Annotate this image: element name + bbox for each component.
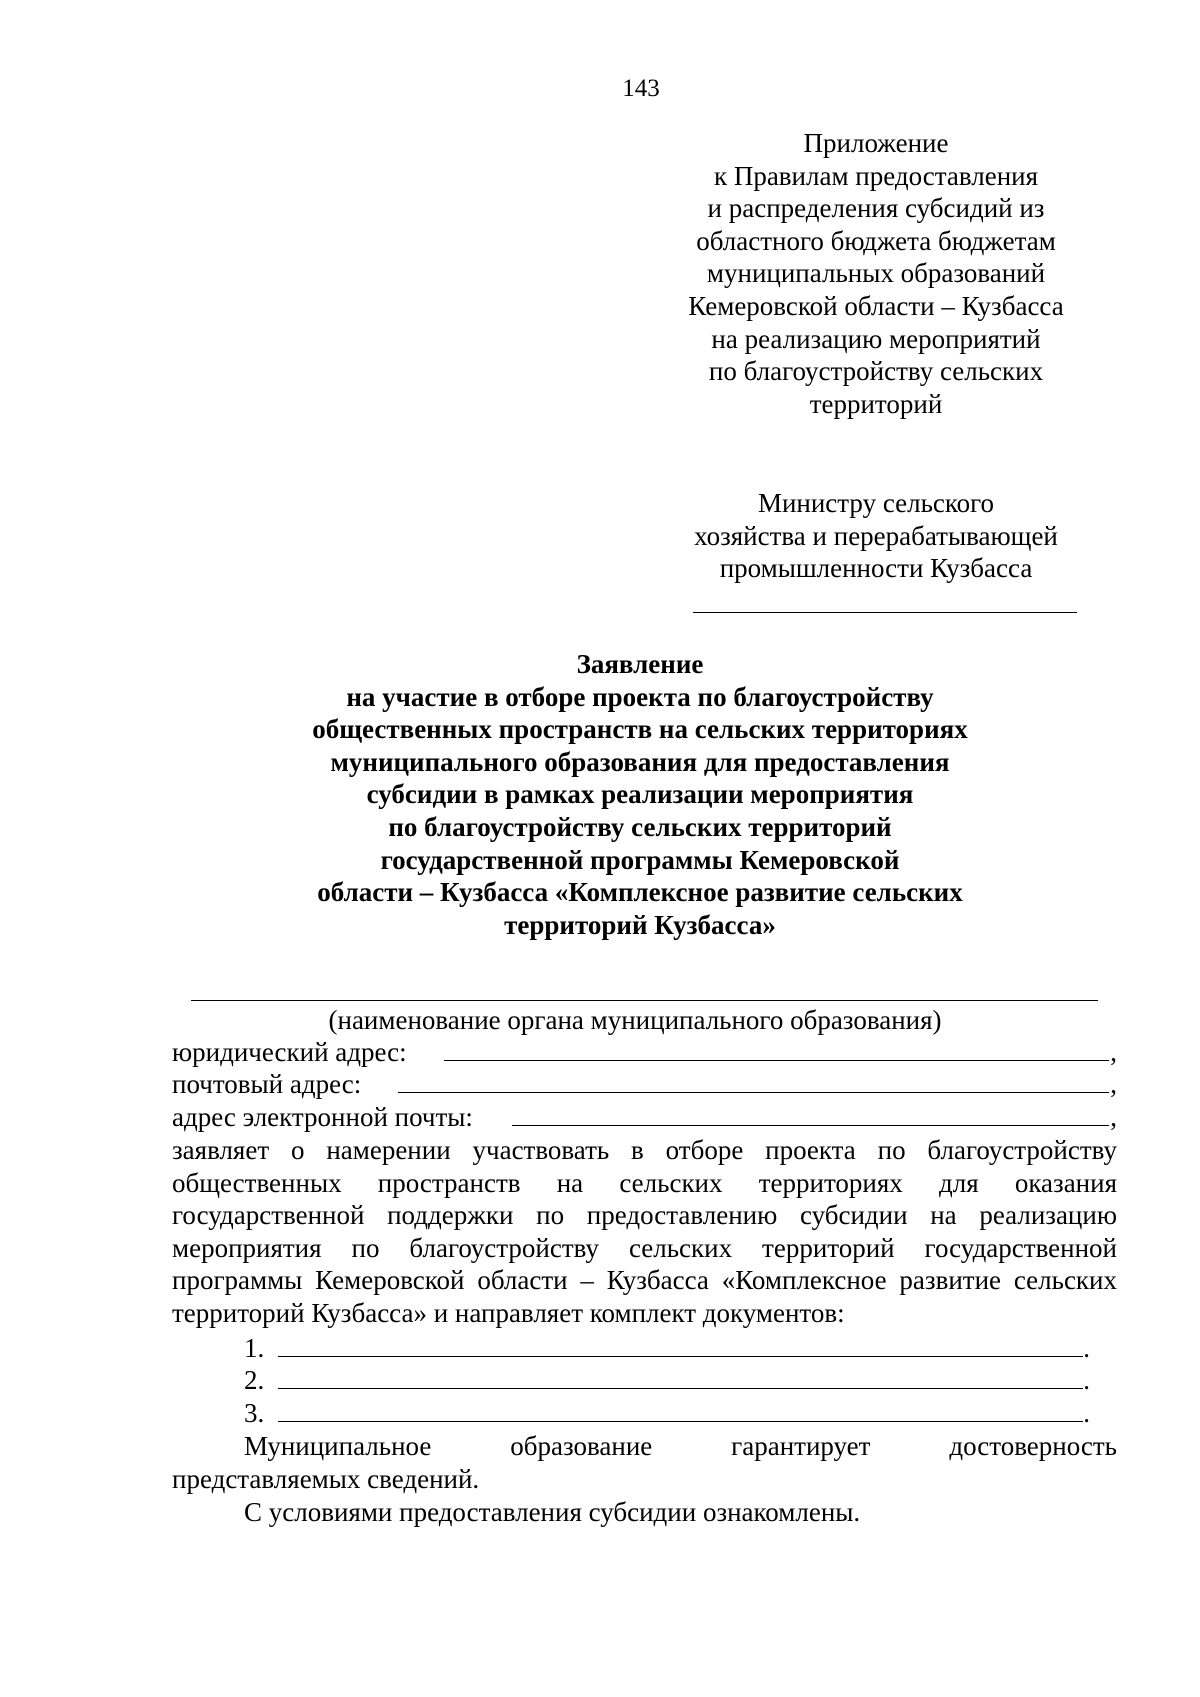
document-item-number: 2. <box>244 1365 265 1395</box>
postal-address-row <box>172 1068 1117 1100</box>
document-item-terminator: . <box>1083 1333 1090 1363</box>
org-name-line <box>191 1000 1098 1001</box>
title-line: на участие в отборе проекта по благоустройству <box>346 681 934 712</box>
email-address-blank <box>512 1101 1109 1126</box>
addressee-block <box>672 487 1080 585</box>
document-item <box>244 1397 1090 1429</box>
legal-address-label: юридический адрес: <box>172 1037 407 1067</box>
document-item-blank <box>278 1397 1083 1422</box>
statement-paragraph: заявляет о намерении участвовать в отборе проекта по благоустройству общественных пространств на сельских территориях для оказания государственной поддержки по предоставлению субсидии на реализацию мероприятия по благоустройству сельских территорий государственной программы Кемеровской области – Кузбасса «Комплексное развитие сельских территорий Кузбасса» и направляет комплект документов: <box>172 1135 1117 1328</box>
document-item-terminator: . <box>1083 1365 1090 1395</box>
email-address-row <box>172 1101 1117 1133</box>
title-line: муниципального образования для предоставления <box>330 746 950 777</box>
title-line: области – Кузбасса «Комплексное развитие сельских <box>317 877 963 908</box>
title-line: Заявление <box>576 649 704 679</box>
postal-address-blank <box>398 1068 1109 1093</box>
postal-address-label: почтовый адрес: <box>172 1069 362 1099</box>
appendix-line: и распределения субсидий из <box>707 193 1045 224</box>
appendix-line: территорий <box>809 388 943 419</box>
appendix-line: муниципальных образований <box>706 258 1046 289</box>
document-item-terminator: . <box>1083 1398 1090 1428</box>
guarantee-line: представляемых сведений. <box>172 1463 480 1494</box>
addressee-line: Министру сельского <box>757 488 995 518</box>
org-name-caption: (наименование органа муниципального образования) <box>328 1005 942 1035</box>
title-line: субсидии в рамках реализации мероприятия <box>366 779 914 810</box>
field-separator: , <box>1110 1102 1117 1132</box>
guarantee-line: Муниципальное образование гарантирует достоверность <box>244 1431 1117 1461</box>
field-separator: , <box>1110 1037 1117 1067</box>
document-item-number: 3. <box>244 1398 265 1428</box>
conditions-paragraph: С условиями предоставления субсидии ознакомлены. <box>244 1497 861 1527</box>
addressee-line: промышленности Кузбасса <box>719 553 1033 584</box>
addressee-signature-line <box>693 612 1077 613</box>
page-number: 143 <box>622 75 660 102</box>
title-line: по благоустройству сельских территорий <box>388 811 892 842</box>
legal-address-blank <box>444 1036 1109 1061</box>
appendix-line: областного бюджета бюджетам <box>696 225 1056 256</box>
title-line: государственной программы Кемеровской <box>380 844 900 875</box>
appendix-line: к Правилам предоставления <box>713 160 1039 191</box>
document-item-blank <box>278 1364 1083 1389</box>
document-item <box>244 1364 1090 1396</box>
document-item-blank <box>278 1332 1083 1357</box>
appendix-line: на реализацию мероприятий <box>711 323 1041 354</box>
document-item <box>244 1332 1090 1364</box>
email-address-label: адрес электронной почты: <box>172 1102 473 1132</box>
appendix-line: Приложение <box>803 128 949 158</box>
title-line: территорий Кузбасса» <box>504 909 776 940</box>
addressee-line: хозяйства и перерабатывающей <box>694 520 1058 551</box>
guarantee-paragraph <box>172 1430 1117 1495</box>
appendix-header <box>672 127 1080 420</box>
field-separator: , <box>1110 1069 1117 1099</box>
appendix-line: по благоустройству сельских <box>708 356 1044 387</box>
legal-address-row <box>172 1036 1117 1068</box>
document-title <box>200 648 1080 941</box>
title-line: общественных пространств на сельских территориях <box>312 714 968 745</box>
appendix-line: Кемеровской области – Кузбасса <box>688 290 1064 321</box>
document-item-number: 1. <box>244 1333 265 1363</box>
